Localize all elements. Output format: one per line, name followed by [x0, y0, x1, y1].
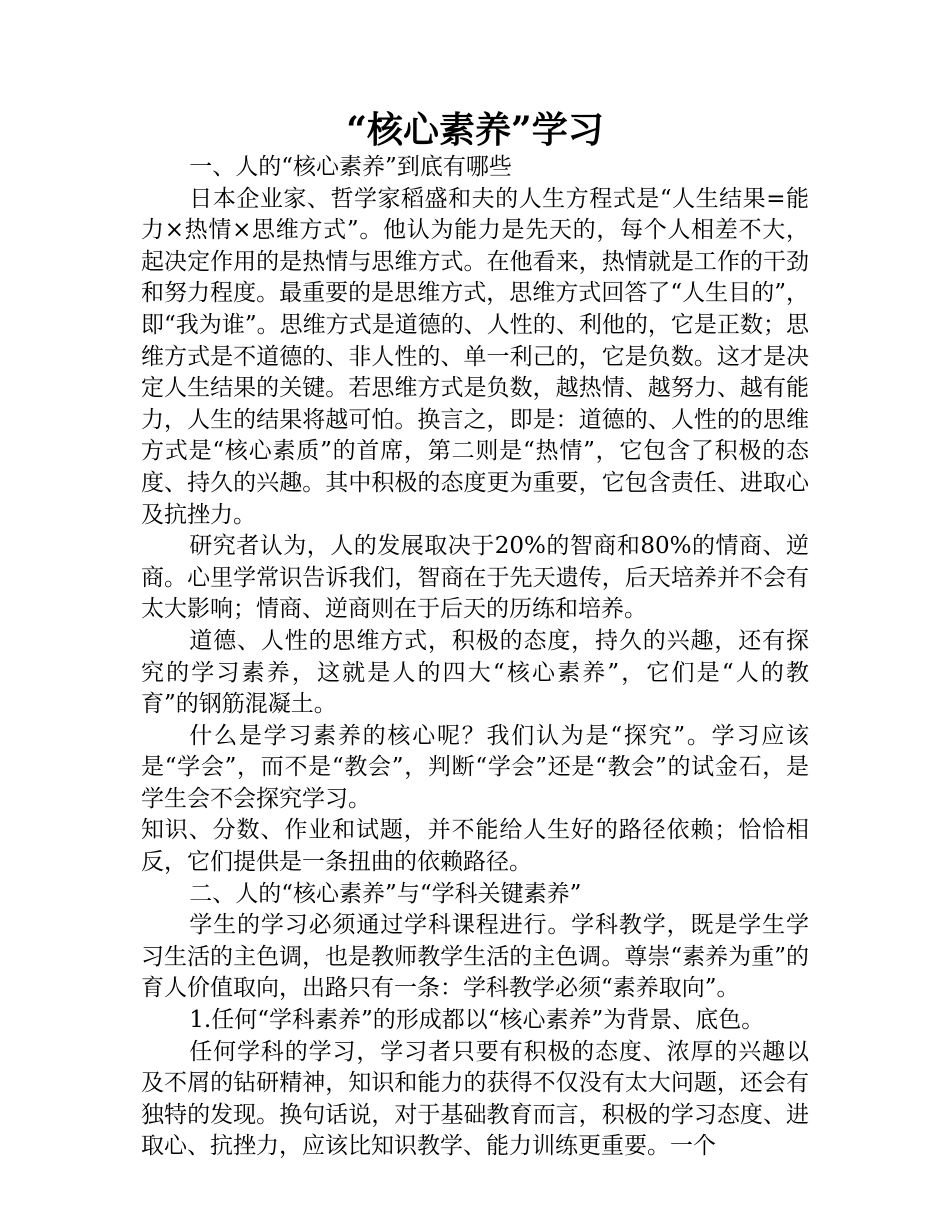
- body-paragraph: 日本企业家、哲学家稻盛和夫的人生方程式是“人生结果=能力×热情×思维方式”。他认为能力是先天的，每个人相差不大，起决定作用的是热情与思维方式。在他看来，热情就是工作的干劲和努力程度。最重要的是思维方式，思维方式回答了“人生目的”，即“我为谁”。思维方式是道德的、人性的、利他的，它是正数；思维方式是不道德的、非人性的、单一利己的，它是负数。这才是决定人生结果的关键。若思维方式是负数，越热情、越努力、越有能力，人生的结果将越可怕。换言之，即是：道德的、人性的的思维方式是“核心素质”的首席，第二则是“热情”，它包含了积极的态度、持久的兴趣。其中积极的态度更为重要，它包含责任、进取心及抗挫力。: [141, 185, 809, 528]
- body-paragraph: 学生的学习必须通过学科课程进行。学科教学，既是学生学习生活的主色调，也是教师教学生活的主色调。尊崇“素养为重”的育人价值取向，出路只有一条：学科教学必须“素养取向”。: [141, 912, 809, 1002]
- subsection-heading: 1.任何“学科素养”的形成都以“核心素养”为背景、底色。: [189, 1007, 765, 1034]
- document-body: [141, 152, 809, 1163]
- document-title: “核心素养”学习: [346, 109, 604, 151]
- body-paragraph: 知识、分数、作业和试题，并不能给人生好的路径依赖；恰恰相反，它们提供是一条扭曲的依赖路径。: [141, 817, 809, 876]
- body-paragraph: 道德、人性的思维方式，积极的态度，持久的兴趣，还有探究的学习素养，这就是人的四大“核心素养”，它们是“人的教育”的钢筋混凝土。: [141, 627, 809, 718]
- section-heading: 二、人的“核心素养”与“学科关键素养”: [189, 880, 582, 907]
- body-paragraph: 什么是学习素养的核心呢？我们认为是“探究”。学习应该是“学会”，而不是“教会”，判断“学会”还是“教会”的试金石，是学生会不会探究学习。: [141, 722, 809, 812]
- body-paragraph: 研究者认为，人的发展取决于20%的智商和80%的情商、逆商。心里学常识告诉我们，智商在于先天遗传，后天培养并不会有太大影响；情商、逆商则在于后天的历练和培养。: [141, 533, 809, 623]
- section-heading: 一、人的“核心素养”到底有哪些: [189, 154, 512, 180]
- body-paragraph: 任何学科的学习，学习者只要有积极的态度、浓厚的兴趣以及不屑的钻研精神，知识和能力的获得不仅没有太大问题，还会有独特的发现。换句话说，对于基础教育而言，积极的学习态度、进取心、抗挫力，应该比知识教学、能力训练更重要。一个: [141, 1038, 809, 1160]
